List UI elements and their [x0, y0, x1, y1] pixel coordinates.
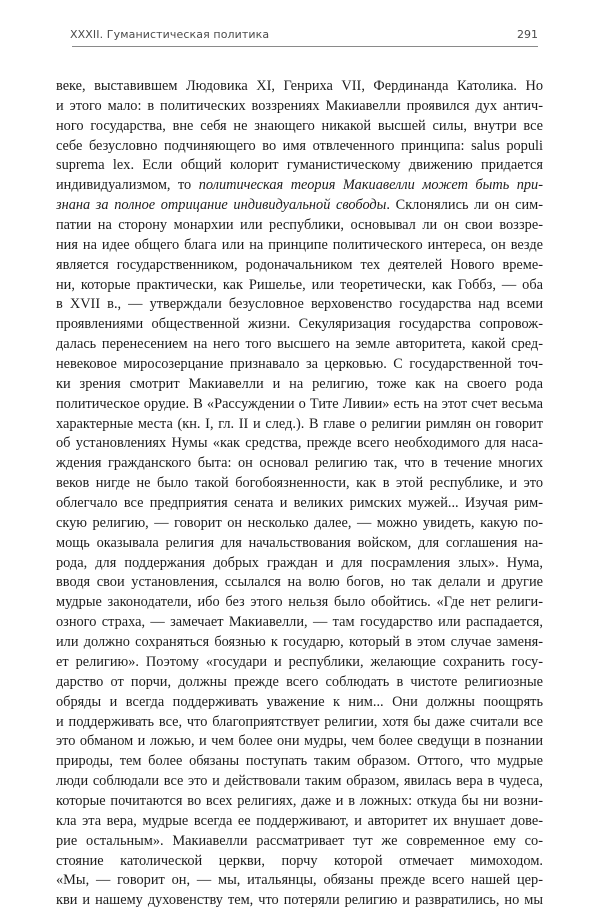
text-run: рода, для поддержания добрых граждан и для посрамления злых». Нума,	[56, 554, 543, 571]
text-line	[56, 355, 543, 375]
text-run: мощь оказывала религия для начальствования войском, для соглашения на-	[56, 534, 543, 551]
chapter-title: XXXII. Гуманистическая политика	[70, 28, 270, 41]
text-run: об установлениях Нумы «как средства, прежде всего необходимого для наса-	[56, 435, 543, 452]
text-run: политическое орудие. В «Рассуждении о Тите Ливии» есть на этот счет весьма	[56, 395, 543, 412]
text-line	[56, 315, 543, 335]
text-run: и этого мало: в политических воззрениях Макиавелли проявился дух антич-	[56, 97, 543, 114]
text-line	[56, 494, 543, 514]
text-line	[56, 196, 543, 216]
text-run: характерные места (кн. I, гл. II и след.). В главе о религии римлян он говорит	[56, 415, 543, 432]
text-run: ния на идее общего блага или на принципе политического интереса, он везде	[56, 236, 543, 253]
text-line	[56, 891, 543, 911]
text-run: . Склонялись ли он сим-	[386, 197, 543, 214]
text-run: и поддерживать все, что благоприятствует религии, хотя бы даже считали все	[56, 713, 543, 730]
text-run: ет религию». Поэтому «государи и республики, желающие сохранить госу-	[56, 653, 543, 670]
text-run: suprema lex. Если общий колорит гуманистическому движению придается	[56, 157, 543, 174]
text-run: кви и нашему духовенству тем, что потеряли религию и развратились, но мы	[56, 892, 543, 909]
text-run: кла эта вера, мудрые всегда ее поддерживают, и авторитет их внушает дове-	[56, 812, 543, 829]
text-run: вводя свои установления, ссылался на волю богов, но так делали и другие	[56, 574, 543, 591]
text-run: в XVII в., — утверждали безусловное верховенство государства над всеми	[56, 296, 543, 313]
text-line	[56, 236, 543, 256]
text-line	[56, 137, 543, 157]
text-line	[56, 395, 543, 415]
text-line	[56, 534, 543, 554]
text-line	[56, 752, 543, 772]
text-line	[56, 276, 543, 296]
text-line	[56, 434, 543, 454]
text-run: стояние католической церкви, порчу которой отмечает мимоходом.	[56, 852, 543, 869]
text-run: природы, тем более обязаны поступать таким образом. Оттого, что мудрые	[56, 753, 543, 770]
text-line	[56, 693, 543, 713]
text-line	[56, 593, 543, 613]
text-line	[56, 871, 543, 891]
text-line	[56, 415, 543, 435]
text-run: мудрые законодатели, ибо без этого нельзя было обойтись. «Где нет религи-	[56, 594, 543, 611]
text-line	[56, 713, 543, 733]
text-run: далась перенесением на него того высшего на земле авторитета, какой сред-	[56, 336, 543, 353]
text-line	[56, 176, 543, 196]
text-line	[56, 77, 543, 97]
text-line	[56, 573, 543, 593]
text-run: является государственником, родоначальником тех деятелей Нового време-	[56, 256, 543, 273]
text-line	[56, 117, 543, 137]
text-run: веков нигде не было такой богобоязненности, как в этой республике, и это	[56, 475, 543, 492]
text-run: ни, которые практически, как Ришелье, или теоретически, как Гоббз, — оба	[56, 276, 543, 293]
text-run: веке, выставившем Людовика XI, Генриха VII, Фердинанда Католика. Но	[56, 78, 543, 94]
text-run: невековое миросозерцание признавало за церковью. С государственной точ-	[56, 356, 543, 373]
body-text	[56, 77, 543, 911]
page-number: 291	[517, 28, 538, 41]
text-run: озного страха, — замечает Макиавелли, — там государство или распадается,	[56, 614, 543, 631]
text-line	[56, 812, 543, 832]
text-run: это обманом и ложью, и чем более они мудры, чем более сведущи в познании	[56, 733, 543, 750]
text-run: ного государства, вне себя не знающего никакой высшей силы, внутри все	[56, 117, 543, 134]
text-run: дарство от порчи, должны прежде всего соблюдать в чистоте религиозные	[56, 673, 543, 690]
text-line	[56, 156, 543, 176]
text-run: облегчало все предприятия сената и великих римских мужей... Изучая рим-	[56, 495, 543, 512]
text-run: патии на сторону монархии или республики, основывал ли он свои воззре-	[56, 217, 543, 234]
text-run: которые почитаются во всех религиях, даже и в ложных: откуда бы ни возни-	[56, 792, 543, 809]
text-line	[56, 554, 543, 574]
text-line	[56, 216, 543, 236]
text-line	[56, 653, 543, 673]
text-line	[56, 832, 543, 852]
text-run: скую религию, — говорит он несколько далее, — можно увидеть, какую по-	[56, 514, 543, 531]
text-line	[56, 613, 543, 633]
text-run: или должно сохраняться боязнью к государю, который в этом случае заменя-	[56, 634, 543, 651]
text-line	[56, 673, 543, 693]
italic-text-run: политическая теория Макиавелли может быть при-	[198, 177, 543, 194]
text-line	[56, 732, 543, 752]
text-line	[56, 852, 543, 872]
text-line	[56, 792, 543, 812]
text-line	[56, 474, 543, 494]
text-run: индивидуализмом, то	[56, 177, 199, 194]
text-line	[56, 256, 543, 276]
text-run: «Мы, — говорит он, — мы, итальянцы, обязаны прежде всего нашей цер-	[56, 872, 543, 889]
text-line	[56, 772, 543, 792]
text-line	[56, 335, 543, 355]
text-run: проявлениями общественной жизни. Секуляризация государства сопровож-	[56, 316, 543, 333]
text-run: рие остальным». Макиавелли рассматривает тут же современное ему со-	[56, 832, 543, 849]
italic-text-run: знана за полное отрицание индивидуальной свободы	[56, 197, 387, 214]
text-line	[56, 97, 543, 117]
text-run: обряды и всегда поддерживать уважение к ним... Они должны поощрять	[56, 693, 543, 710]
text-line	[56, 633, 543, 653]
text-run: люди соблюдали все это и действовали таким образом, явилась вера в чудеса,	[56, 773, 543, 790]
text-line	[56, 514, 543, 534]
text-line	[56, 454, 543, 474]
text-run: себе безусловно подчиняющего во имя отвлеченного принципа: salus populi	[56, 137, 543, 154]
text-run: ждения гражданского быта: он основал религию так, что в течение многих	[56, 455, 543, 472]
text-line	[56, 295, 543, 315]
running-head	[72, 26, 538, 47]
text-line	[56, 375, 543, 395]
text-run: ки зрения смотрит Макиавелли и на религию, тоже как на своего рода	[56, 375, 543, 392]
